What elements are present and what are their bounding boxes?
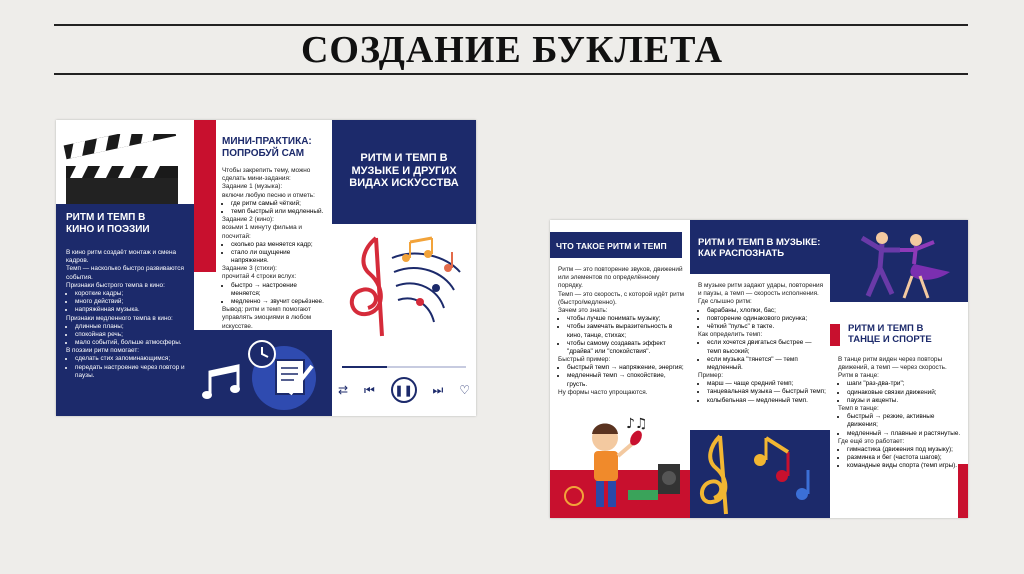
list-item: • марш — чаще средний темп;	[707, 380, 826, 388]
list-item: • чтобы самому создавать эффект "драйва" или "спокойствия".	[567, 340, 686, 356]
music-intro: В музыке ритм задают удары, повторения и паузы, а темп — скорость исполнения. Где слышно ритм:	[698, 282, 824, 306]
list-item: • напряжённая музыка.	[75, 306, 188, 314]
list-item: • длинные планы;	[75, 323, 188, 331]
booklet-2	[550, 220, 968, 518]
clapperboard-icon	[62, 134, 184, 204]
dance-where-heading: Где ещё это работает:	[838, 437, 905, 445]
list-item: • быстрый → резкие, активные движения;	[847, 413, 964, 429]
what-text	[558, 266, 686, 397]
booklet-1	[56, 120, 476, 416]
list-item: • шаги "раз-два-три";	[847, 380, 964, 388]
list-item: • где ритм самый чёткий;	[231, 200, 328, 208]
list-item: • барабаны, хлопки, бас;	[707, 307, 826, 315]
child-with-maracas-image	[550, 408, 690, 518]
player-progress-fill	[342, 366, 387, 368]
list-item: • повторение одинакового рисунка;	[707, 315, 826, 323]
player-progress-track[interactable]	[342, 366, 466, 368]
heart-icon[interactable]: ♡	[459, 383, 470, 397]
panel-practice	[194, 120, 332, 416]
list-item: • танцевальная музыка — быстрый темп;	[707, 388, 826, 396]
practice-intro: Чтобы закрепить тему, можно сделать мини-задания: Задание 1 (музыка): включи любую песню и отметь:	[222, 167, 315, 199]
treble-clef-icon	[690, 430, 830, 518]
next-icon[interactable]: ⏭	[432, 382, 444, 397]
list-item: • чтобы лучше понимать музыку;	[567, 315, 686, 323]
list-item: • медленно → звучит серьёзнее.	[231, 298, 328, 306]
list-item: • быстро → настроение меняется;	[231, 282, 328, 298]
list-item: • темп быстрый или медленный.	[231, 208, 328, 216]
music-text	[698, 282, 826, 405]
list-item: • паузы и акценты.	[847, 397, 964, 405]
music-example-heading: Пример:	[698, 372, 723, 380]
dance-text	[830, 324, 968, 470]
dancers-image	[830, 220, 968, 302]
cinema-text-block	[56, 204, 194, 416]
dance-intro: В танце ритм виден через повторы движений, а темп — через скорость. Ритм в танце:	[838, 355, 947, 380]
list-item: • чтобы замечать выразительность в кино, танце, стихах;	[567, 323, 686, 339]
what-heading-bar	[550, 232, 682, 258]
list-item: • если музыка "тянется" — темп медленный.	[707, 356, 826, 372]
practice-bottom-block	[194, 330, 332, 416]
music-how-heading: Как определить темп:	[698, 331, 763, 339]
music-heading: РИТМ И ТЕМП В МУЗЫКЕ: КАК РАСПОЗНАТЬ	[698, 237, 821, 259]
svg-text:♪♫: ♪♫	[626, 416, 648, 432]
list-item: • разминка и бег (частота шагов);	[847, 454, 964, 462]
dance-heading: РИТМ И ТЕМП В ТАНЦЕ И СПОРТЕ	[848, 323, 932, 345]
list-item: • сделать стих запоминающимся;	[75, 355, 188, 363]
cinema-intro: В кино ритм создаёт монтаж и смена кадров. Темп — насколько быстро развиваются события. Признаки быстрого темпа в кино:	[66, 249, 184, 289]
panel-dance	[830, 220, 968, 518]
cover-title-block	[332, 120, 476, 224]
list-item: • стало ли ощущение напряжения.	[231, 249, 328, 265]
panel-what	[550, 220, 690, 518]
what-body: Ритм — это повторение звуков, движений или элементов по определённому порядку. Темп — это скорость, с которой идёт ритм (быстро/медленно). Зачем это знать:	[558, 266, 685, 314]
cinema-slow-heading: Признаки медленного темпа в кино:	[66, 314, 173, 322]
pause-button[interactable]: ❚❚	[391, 377, 417, 403]
music-image-block	[690, 430, 830, 518]
practice-task2-heading: Задание 2 (кино): возьми 1 минуту фильма и посчитай:	[222, 216, 302, 240]
cinema-poetry-heading: В поэзии ритм помогает:	[66, 347, 140, 355]
list-item: • медленный → плавные и растянутые.	[847, 430, 964, 438]
list-item: • одинаковые связки движений;	[847, 389, 964, 397]
list-item: • медленный темп → спокойствие, грусть.	[567, 372, 686, 388]
what-heading: ЧТО ТАКОЕ РИТМ И ТЕМП	[556, 241, 667, 251]
practice-heading: МИНИ-ПРАКТИКА: ПОПРОБУЙ САМ	[222, 136, 312, 159]
top-rule	[54, 24, 968, 26]
practice-conclusion: Вывод: ритм и темп помогают управлять эмоциями в любом искусстве.	[222, 306, 312, 330]
cover-heading: РИТМ И ТЕМП В МУЗЫКЕ И ДРУГИХ ВИДАХ ИСКУССТВА	[349, 152, 459, 190]
panel-cinema	[56, 120, 194, 416]
practice-task3-heading: Задание 3 (стихи): прочитай 4 строки вслух:	[222, 265, 297, 281]
list-item: • сколько раз меняется кадр;	[231, 241, 328, 249]
list-item: • гимнастика (движения под музыку);	[847, 446, 964, 454]
list-item: • передать настроение через повтор и паузы.	[75, 364, 188, 380]
practice-text	[222, 136, 328, 331]
list-item: • если хочется двигаться быстрее — темп высокий;	[707, 339, 826, 355]
list-item: • много действий;	[75, 298, 188, 306]
repeat-icon[interactable]: ⇄	[338, 383, 349, 397]
treble-clef-notes-image	[336, 228, 472, 352]
notepad-clock-icon	[240, 338, 324, 412]
red-accent-bar	[194, 120, 216, 272]
list-item: • мало событий, больше атмосферы.	[75, 339, 188, 347]
list-item: • колыбельная — медленный темп.	[707, 397, 826, 405]
list-item: • короткие кадры;	[75, 290, 188, 298]
previous-icon[interactable]: ⏮	[363, 382, 375, 397]
music-heading-bar	[690, 220, 830, 274]
dance-heading-wrap	[830, 324, 968, 346]
red-accent-bar	[958, 464, 968, 518]
what-example-heading: Быстрый пример:	[558, 356, 611, 364]
panel-music	[690, 220, 830, 518]
what-outro: Ну формы часто упрощаются.	[558, 388, 648, 396]
player-controls	[338, 374, 470, 406]
list-item: • спокойная речь;	[75, 331, 188, 339]
list-item: • чёткий "пульс" в такте.	[707, 323, 826, 331]
page-title: СОЗДАНИЕ БУКЛЕТА	[300, 29, 724, 71]
panel-cover	[332, 120, 476, 416]
list-item: • быстрый темп → напряжение, энергия;	[567, 364, 686, 372]
title-underline	[54, 73, 968, 75]
cinema-heading: РИТМ И ТЕМП В КИНО И ПОЭЗИИ	[66, 212, 150, 235]
dance-tempo-heading: Темп в танце:	[838, 404, 879, 412]
list-item: • командные виды спорта (темп игры).	[847, 462, 964, 470]
